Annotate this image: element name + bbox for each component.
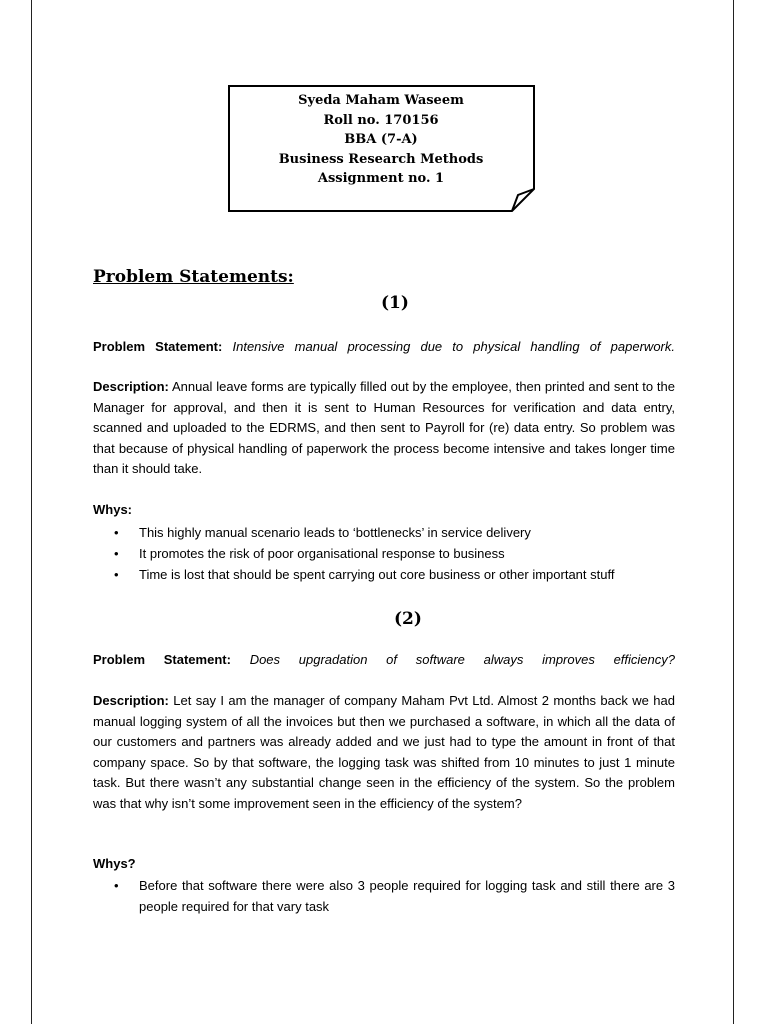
title-box — [228, 85, 536, 211]
bullet-icon: • — [114, 878, 119, 893]
section-title: Problem Statements: — [93, 267, 294, 287]
problem-description — [93, 377, 675, 480]
statement-text: Does upgradation of software always improves efficiency? — [249, 652, 675, 667]
bullet-icon: • — [114, 546, 119, 562]
problem-statement — [93, 650, 675, 671]
roll-number: Roll no. 170156 — [323, 112, 439, 128]
class-section: BBA (7-A) — [344, 132, 418, 148]
whys-list — [93, 522, 675, 586]
bullet-icon: • — [114, 567, 119, 583]
list-item: • Time is lost that should be spent carrying out core business or other important stuff — [93, 564, 675, 585]
list-item: • This highly manual scenario leads to ‘bottlenecks’ in service delivery — [93, 522, 675, 543]
whys-label: Whys: — [93, 502, 132, 517]
problem-number: (2) — [394, 609, 422, 629]
statement-label: Problem Statement: — [93, 339, 223, 354]
problem-statement — [93, 337, 675, 358]
statement-label: Problem Statement: — [93, 652, 231, 667]
description-label: Description: — [93, 693, 169, 708]
course-name: Business Research Methods — [278, 151, 484, 167]
assignment-number: Assignment no. 1 — [317, 171, 445, 187]
author-name: Syeda Maham Waseem — [298, 93, 464, 108]
statement-text: Intensive manual processing due to physical handling of paperwork. — [232, 339, 675, 354]
problem-number: (1) — [381, 293, 409, 313]
description-text: Let say I am the manager of company Maham Pvt Ltd. Almost 2 months back we had manual logging system of all the invoices but then we purchased a software, in which all the data of our customers and partners was already added and we just had to type the amount in front of that company space. So by that software, the logging task was shifted from 10 minutes to just 1 minute task. But there wasn’t any substantial change seen in the efficiency of the system. So the problem was that why isn’t some improvement seen in the efficiency of the system? — [93, 693, 675, 811]
whys-list — [93, 876, 675, 917]
description-text: Annual leave forms are typically filled out by the employee, then printed and sent to the Manager for approval, and then it is sent to Human Resources for verification and data entry, scanned and uploaded to the EDRMS, and then sent to Payroll for (re) data entry. So problem was that because of physical handling of paperwork the process become intensive and takes longer time than it should take. — [93, 379, 675, 477]
problem-description — [93, 691, 675, 815]
list-item: • It promotes the risk of poor organisational response to business — [93, 543, 675, 564]
whys-label: Whys? — [93, 856, 136, 871]
bullet-icon: • — [114, 525, 119, 540]
list-item: • Before that software there were also 3 people required for logging task and still there are 3 people required for that vary task — [114, 878, 675, 914]
description-label: Description: — [93, 379, 169, 394]
